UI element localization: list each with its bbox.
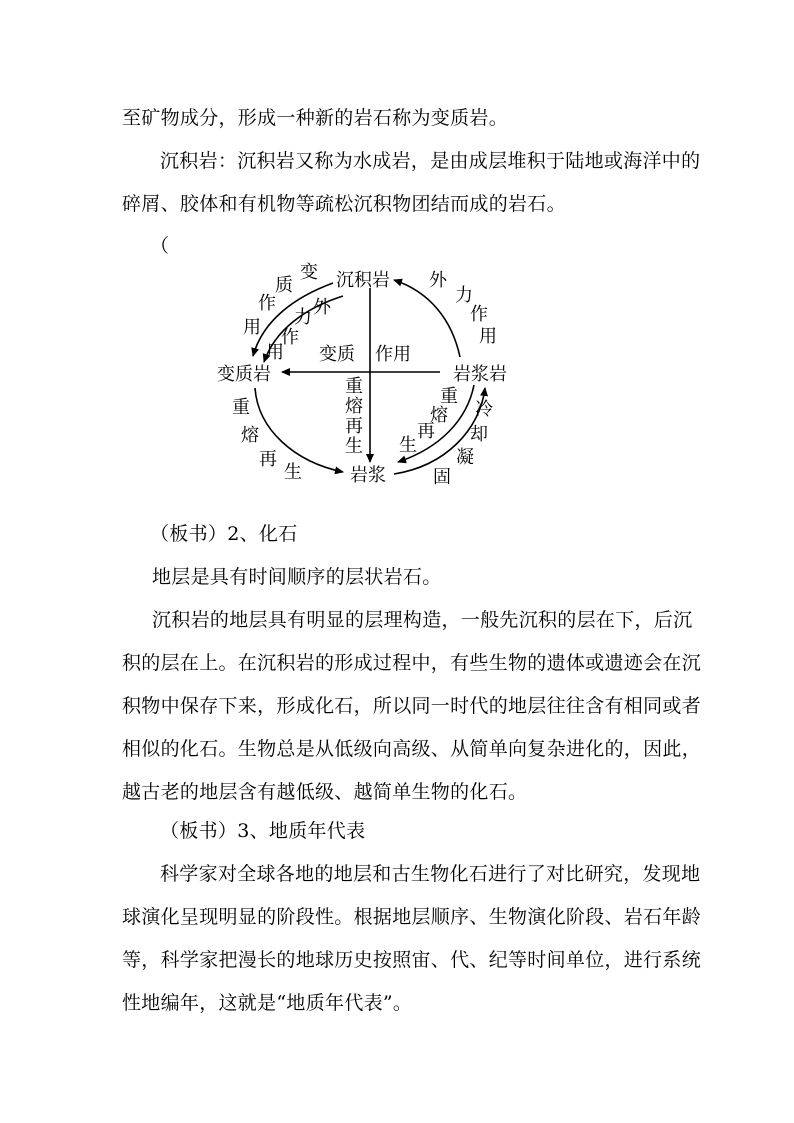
node-magma: 岩浆 (350, 465, 386, 486)
paragraph-line: 碎屑、胶体和有机物等疏松沉积物团结而成的岩石。 (122, 193, 566, 215)
paragraph-line: 性地编年，这就是“地质年代表”。 (122, 992, 413, 1014)
label-char: 变 (300, 262, 318, 283)
label-char: 用 (243, 317, 261, 338)
node-igneous: 岩浆岩 (453, 364, 507, 385)
label-char: 作 (258, 293, 276, 314)
label-char: 固 (433, 467, 451, 488)
stray-parenthesis: （ (150, 235, 170, 257)
label-char: 用 (266, 342, 284, 363)
label-char: 再 (417, 421, 435, 442)
node-metamorphic: 变质岩 (217, 364, 271, 385)
paragraph-line: 球演化呈现明显的阶段性。根据地层顺序、生物演化阶段、岩石年龄 (122, 906, 702, 928)
paragraph-line: 地层是具有时间顺序的层状岩石。 (152, 566, 442, 588)
label-char: 重 (440, 386, 458, 407)
paragraph-line: 积的层在上。在沉积岩的形成过程中，有些生物的遗体或遗迹会在沉 (122, 652, 702, 674)
paragraph-line: 沉积岩的地层具有明显的层理构造，一般先沉积的层在下，后沉 (152, 609, 693, 631)
label-char: 生 (284, 462, 302, 483)
label-char: 熔 (241, 425, 259, 446)
label-char: 用 (479, 326, 497, 347)
paragraph-line: 等，科学家把漫长的地球历史按照宙、代、纪等时间单位，进行系统 (122, 949, 702, 971)
label-char: 重 (232, 397, 250, 418)
label-char: 重 (345, 376, 363, 397)
paragraph-line: 积物中保存下来，形成化石，所以同一时代的地层往往含有相同或者 (122, 695, 702, 717)
paragraph-line: 科学家对全球各地的地层和古生物化石进行了对比研究，发现地 (160, 863, 701, 885)
paragraph-line: 越古老的地层含有越低级、越简单生物的化石。 (122, 781, 528, 803)
label-char: 再 (259, 449, 277, 470)
section-heading-fossils: （板书）2、化石 (150, 523, 298, 545)
label-char: 熔 (345, 396, 363, 417)
label-center-metamorphism-b: 作用 (375, 344, 411, 365)
label-char: 质 (275, 275, 293, 296)
label-center-metamorphism-a: 变质 (319, 344, 355, 365)
paragraph-line: 至矿物成分，形成一种新的岩石称为变质岩。 (122, 107, 509, 129)
label-char: 生 (399, 435, 417, 456)
label-char: 外 (429, 270, 447, 291)
label-char: 作 (281, 327, 299, 348)
label-char: 再 (345, 416, 363, 437)
label-char: 力 (455, 285, 473, 306)
label-char: 凝 (456, 447, 474, 468)
label-char: 作 (470, 304, 488, 325)
label-char: 冷 (475, 399, 493, 420)
node-sedimentary: 沉积岩 (336, 270, 390, 291)
label-char: 力 (294, 307, 312, 328)
label-char: 外 (313, 297, 331, 318)
section-heading-geologic-time: （板书）3、地质年代表 (160, 820, 366, 842)
paragraph-line: 相似的化石。生物总是从低级向高级、从简单向复杂进化的，因此， (122, 738, 702, 760)
label-char: 生 (345, 436, 363, 457)
label-char: 却 (470, 424, 488, 445)
label-char: 熔 (430, 405, 448, 426)
paragraph-line: 沉积岩：沉积岩又称为水成岩，是由成层堆积于陆地或海洋中的 (160, 150, 701, 172)
